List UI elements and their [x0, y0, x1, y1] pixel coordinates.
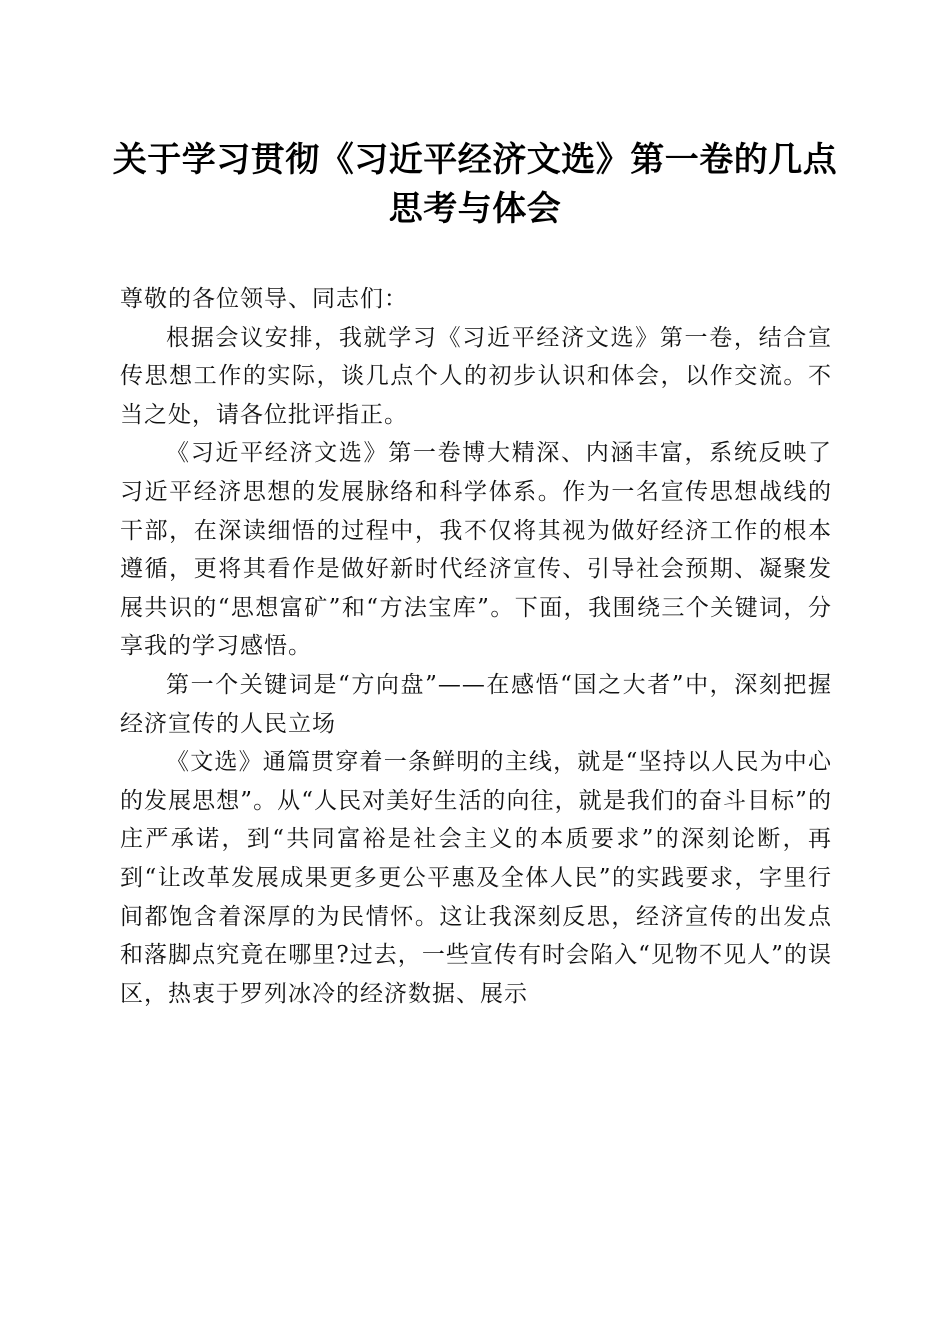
paragraph-section-1: 《文选》通篇贯穿着一条鲜明的主线，就是“坚持以人民为中心的发展思想”。从“人民对美好生活的向往，就是我们的奋斗目标”的庄严承诺，到“共同富裕是社会主义的本质要求”的深刻论断，再到“让改革发展成果更多更公平惠及全体人民”的实践要求，字里行间都饱含着深厚的为民情怀。这让我深刻反思，经济宣传的出发点和落脚点究竟在哪里?过去，一些宣传有时会陷入“见物不见人”的误区，热衷于罗列冰冷的经济数据、展示 — [120, 749, 832, 1007]
paragraph-intro: 根据会议安排，我就学习《习近平经济文选》第一卷，结合宣传思想工作的实际，谈几点个人的初步认识和体会，以作交流。不当之处，请各位批评指正。 — [120, 324, 832, 428]
salutation: 尊敬的各位领导、同志们： — [120, 286, 408, 312]
paragraph-overview: 《习近平经济文选》第一卷博大精深、内涵丰富，系统反映了习近平经济思想的发展脉络和科学体系。作为一名宣传思想战线的干部，在深读细悟的过程中，我不仅将其视为做好经济工作的根本遵循，更将其看作是做好新时代经济宣传、引导社会预期、凝聚发展共识的“思想富矿”和“方法宝库”。下面，我围绕三个关键词，分享我的学习感悟。 — [120, 440, 832, 660]
document-title: 关于学习贯彻《习近平经济文选》第一卷的几点思考与体会 — [112, 140, 838, 229]
section-heading-1: 第一个关键词是“方向盘”——在感悟“国之大者”中，深刻把握经济宣传的人民立场 — [120, 671, 832, 737]
document-body — [120, 280, 832, 1013]
